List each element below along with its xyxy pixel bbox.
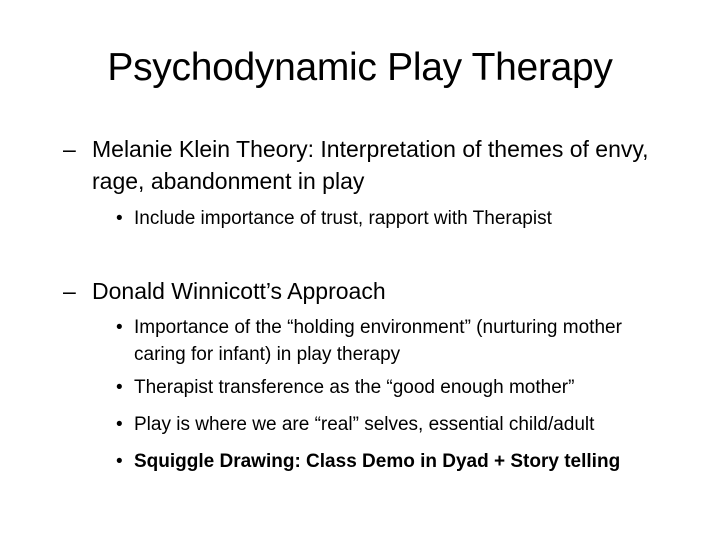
subbullet-play-text: Play is where we are “real” selves, essential child/adult: [134, 414, 595, 435]
bullet-winnicott: [63, 275, 692, 307]
bullet-klein: [63, 133, 692, 197]
bullet-marker: •: [116, 414, 123, 435]
bullet-marker: •: [116, 208, 123, 229]
subbullet-play: [116, 411, 694, 438]
subbullet-holding: [116, 314, 664, 368]
subbullet-holding-text: Importance of the “holding environment” (nurturing mother caring for infant) in play therapy: [134, 317, 622, 365]
subbullet-transference-text: Therapist transference as the “good enough mother”: [134, 377, 575, 398]
subbullet-trust: [116, 205, 694, 232]
subbullet-transference: [116, 374, 694, 401]
subbullet-squiggle: [116, 448, 694, 475]
subbullet-trust-text: Include importance of trust, rapport with Therapist: [134, 208, 552, 229]
dash-marker: –: [63, 136, 76, 162]
slide-title: Psychodynamic Play Therapy: [107, 46, 613, 89]
subbullet-squiggle-text: Squiggle Drawing: Class Demo in Dyad + Story telling: [134, 451, 621, 472]
bullet-marker: •: [116, 377, 123, 398]
bullet-winnicott-text: Donald Winnicott’s Approach: [92, 278, 386, 304]
bullet-marker: •: [116, 317, 123, 338]
dash-marker: –: [63, 278, 76, 304]
bullet-marker: •: [116, 451, 123, 472]
bullet-klein-text: Melanie Klein Theory: Interpretation of themes of envy, rage, abandonment in play: [92, 136, 649, 194]
